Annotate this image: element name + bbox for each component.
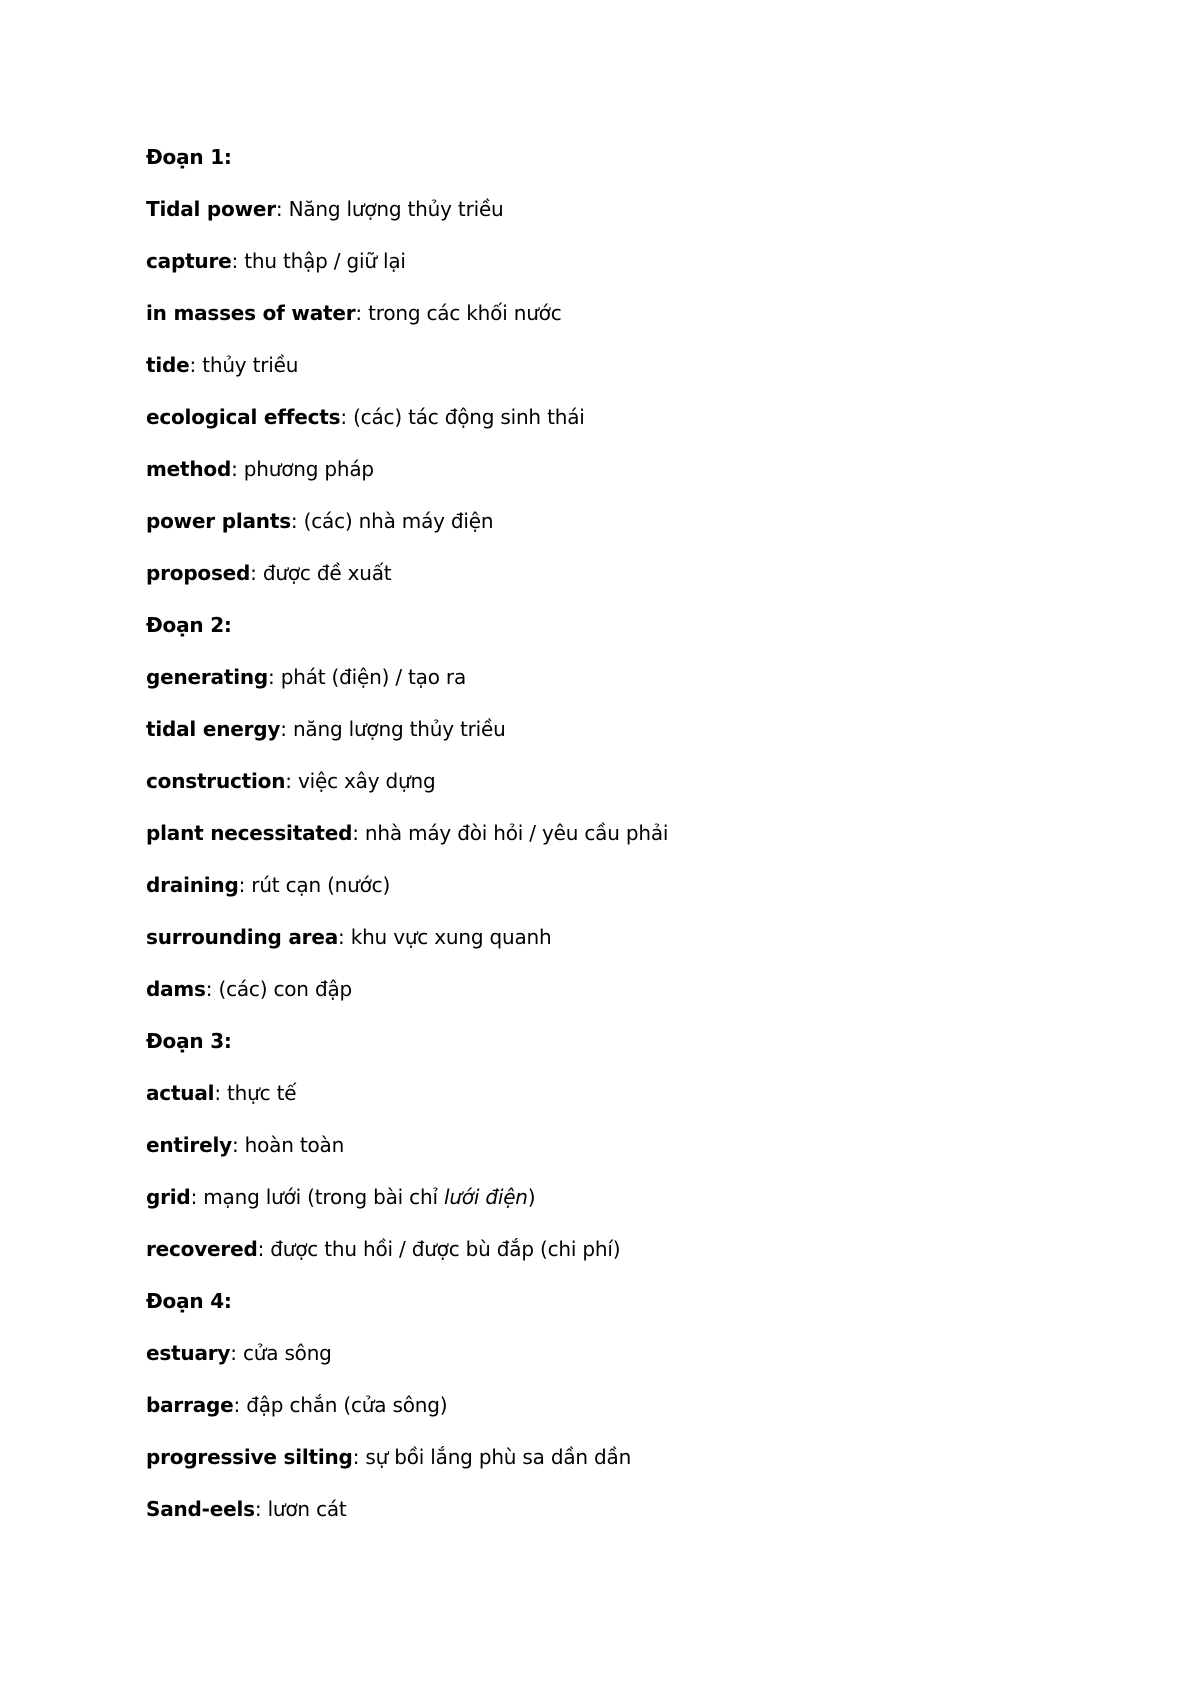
separator: : — [233, 1393, 247, 1417]
vocab-definition-italic: lưới điện — [443, 1185, 528, 1209]
vocab-entry — [146, 1128, 1106, 1180]
section-heading — [146, 1024, 1106, 1076]
separator: : — [275, 197, 289, 221]
vocab-definition: trong các khối nước — [368, 301, 562, 325]
vocab-entry — [146, 296, 1106, 348]
vocab-definition: Năng lượng thủy triều — [288, 197, 504, 221]
vocab-definition: thực tế — [227, 1081, 297, 1105]
vocab-definition: phương pháp — [243, 457, 374, 481]
section-heading — [146, 140, 1106, 192]
vocab-definition: việc xây dựng — [297, 769, 436, 793]
separator: : — [205, 977, 219, 1001]
vocab-entry — [146, 816, 1106, 868]
vocab-entry — [146, 1492, 1106, 1544]
vocab-term: progressive silting — [146, 1445, 353, 1469]
vocab-definition: thu thập / giữ lại — [244, 249, 406, 273]
heading-text: Đoạn 4: — [146, 1289, 232, 1313]
separator: : — [231, 249, 245, 273]
vocab-term: proposed — [146, 561, 251, 585]
vocab-definition: cửa sông — [242, 1341, 332, 1365]
separator: : — [189, 353, 203, 377]
vocab-entry — [146, 244, 1106, 296]
vocab-definition: năng lượng thủy triều — [292, 717, 506, 741]
vocab-term: barrage — [146, 1393, 234, 1417]
separator: : — [190, 1185, 204, 1209]
vocab-definition-tail: ) — [527, 1185, 536, 1209]
vocab-entry — [146, 400, 1106, 452]
vocab-term: Tidal power — [146, 197, 276, 221]
vocab-term: Sand-eels — [146, 1497, 255, 1521]
vocab-entry — [146, 1336, 1106, 1388]
separator: : — [355, 301, 369, 325]
separator: : — [230, 1341, 243, 1365]
vocab-term: tidal energy — [146, 717, 281, 741]
vocab-entry — [146, 504, 1106, 556]
vocab-definition: được đề xuất — [262, 561, 392, 585]
vocab-definition: đập chắn (cửa sông) — [246, 1393, 448, 1417]
vocab-entry — [146, 452, 1106, 504]
vocab-term: grid — [146, 1185, 191, 1209]
heading-text: Đoạn 1: — [146, 145, 232, 169]
separator: : — [238, 873, 252, 897]
vocab-definition: thủy triều — [202, 353, 299, 377]
vocab-term: plant necessitated — [146, 821, 353, 845]
section-heading — [146, 1284, 1106, 1336]
vocab-term: dams — [146, 977, 206, 1001]
separator: : — [352, 821, 365, 845]
vocab-term: draining — [146, 873, 239, 897]
document-page — [146, 140, 1106, 1544]
separator: : — [352, 1445, 366, 1469]
heading-text: Đoạn 3: — [146, 1029, 232, 1053]
vocab-term: construction — [146, 769, 286, 793]
separator: : — [250, 561, 263, 585]
separator: : — [280, 717, 293, 741]
vocab-entry — [146, 764, 1106, 816]
vocab-entry — [146, 660, 1106, 712]
vocab-entry — [146, 1440, 1106, 1492]
separator: : — [214, 1081, 228, 1105]
vocab-entry — [146, 1232, 1106, 1284]
vocab-definition: (các) con đập — [218, 977, 352, 1001]
vocab-term: estuary — [146, 1341, 231, 1365]
separator: : — [340, 405, 354, 429]
vocab-entry — [146, 1180, 1106, 1232]
vocab-definition: phát (điện) / tạo ra — [280, 665, 467, 689]
vocab-definition: (các) tác động sinh thái — [353, 405, 585, 429]
separator: : — [254, 1497, 268, 1521]
vocab-term: surrounding area — [146, 925, 338, 949]
vocab-term: tide — [146, 353, 190, 377]
vocab-entry — [146, 920, 1106, 972]
vocab-entry — [146, 712, 1106, 764]
separator: : — [285, 769, 298, 793]
vocab-entry — [146, 556, 1106, 608]
vocab-term: ecological effects — [146, 405, 341, 429]
separator: : — [231, 1133, 245, 1157]
separator: : — [231, 457, 244, 481]
vocab-definition: nhà máy đòi hỏi / yêu cầu phải — [364, 821, 669, 845]
vocab-definition: lươn cát — [267, 1497, 347, 1521]
vocab-definition: hoàn toàn — [244, 1133, 345, 1157]
vocab-term: actual — [146, 1081, 215, 1105]
vocab-entry — [146, 1388, 1106, 1440]
separator: : — [338, 925, 351, 949]
vocab-definition: mạng lưới (trong bài chỉ — [203, 1185, 444, 1209]
vocab-definition: sự bồi lắng phù sa dần dần — [365, 1445, 632, 1469]
separator: : — [257, 1237, 271, 1261]
vocab-entry — [146, 868, 1106, 920]
vocab-term: power plants — [146, 509, 291, 533]
vocab-definition: khu vực xung quanh — [350, 925, 552, 949]
vocab-entry — [146, 972, 1106, 1024]
separator: : — [290, 509, 304, 533]
vocab-definition: (các) nhà máy điện — [303, 509, 494, 533]
separator: : — [268, 665, 281, 689]
vocab-entry — [146, 192, 1106, 244]
heading-text: Đoạn 2: — [146, 613, 232, 637]
vocab-term: recovered — [146, 1237, 258, 1261]
section-heading — [146, 608, 1106, 660]
vocab-definition: rút cạn (nước) — [251, 873, 391, 897]
vocab-entry — [146, 348, 1106, 400]
vocab-term: capture — [146, 249, 232, 273]
vocab-entry — [146, 1076, 1106, 1128]
vocab-definition: được thu hồi / được bù đắp (chi phí) — [270, 1237, 621, 1261]
vocab-term: generating — [146, 665, 269, 689]
vocab-term: method — [146, 457, 232, 481]
vocab-term: entirely — [146, 1133, 232, 1157]
vocab-term: in masses of water — [146, 301, 356, 325]
